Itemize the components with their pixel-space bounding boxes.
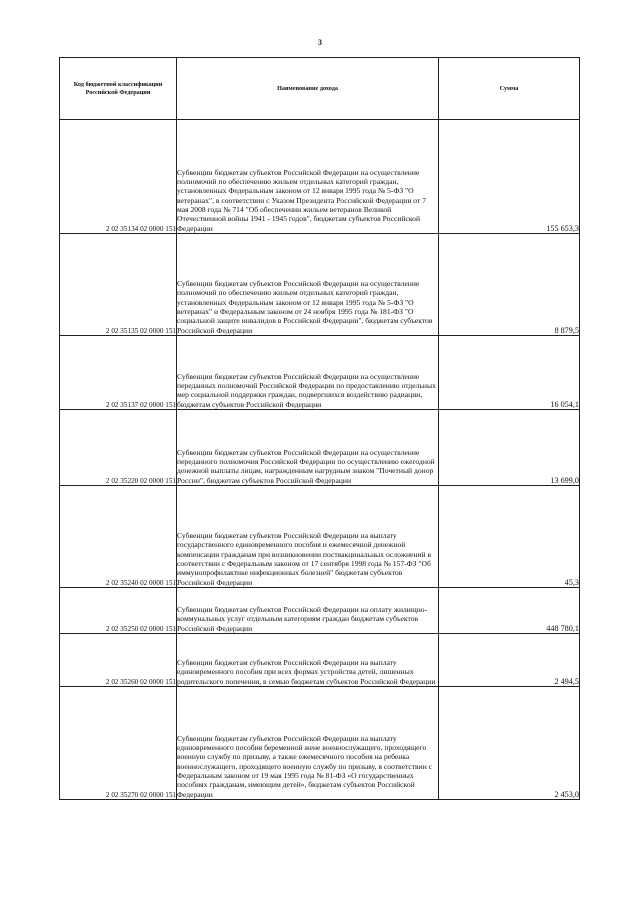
budget-code: 2 02 35220 02 0000 151 [60, 410, 177, 486]
table-row [60, 634, 580, 687]
table-row [60, 336, 580, 410]
table-row [60, 120, 580, 234]
income-sum: 2 453,0 [439, 687, 580, 800]
income-name: Субвенции бюджетам субъектов Российской Федерации на осуществление переданного полномочия Российской Федерации по осуществлению ежегодной денежной выплаты лицам, награжденным нагрудным знаком "Почетный донор России", бюджетам субъектов Российской Федерации [177, 410, 439, 486]
budget-code: 2 02 35270 02 0000 151 [60, 687, 177, 800]
header-cell-code [60, 58, 177, 120]
income-sum: 155 653,3 [439, 120, 580, 234]
table-row [60, 588, 580, 634]
income-sum: 16 054,1 [439, 336, 580, 410]
income-name: Субвенции бюджетам субъектов Российской Федерации на оплату жилищно-коммунальных услуг отдельным категориям граждан бюджетам субъектов Российской Федерации [177, 588, 439, 634]
table-header-row [60, 58, 580, 120]
income-sum: 2 494,5 [439, 634, 580, 687]
income-name: Субвенции бюджетам субъектов Российской Федерации на осуществление полномочий по обеспечению жильем отдельных категорий граждан, установленных Федеральным законом от 12 января 1995 года № 5-ФЗ "О ветеранах", в соответствии с Указом Президента Российской Федерации от 7 мая 2008 года № 714 "Об обеспечении жильем ветеранов Великой Отечественной войны 1941 - 1945 годов", бюджетам субъектов Российской Федерации [177, 120, 439, 234]
budget-code: 2 02 35240 02 0000 151 [60, 486, 177, 588]
table-row [60, 486, 580, 588]
table-row [60, 410, 580, 486]
budget-code: 2 02 35134 02 0000 151 [60, 120, 177, 234]
income-sum: 448 780,1 [439, 588, 580, 634]
header-sum: Сумма [499, 84, 519, 92]
income-name: Субвенции бюджетам субъектов Российской Федерации на выплату государственного единовременного пособия и ежемесячной денежной компенсации гражданам при возникновении поствакцинальных осложнений в соответствии с Федеральным законом от 17 сентября 1998 года № 157-ФЗ "Об иммунопрофилактике инфекционных болезней" бюджетам субъектов Российской Федерации [177, 486, 439, 588]
header-name: Наименование дохода [277, 84, 338, 92]
revenue-table [59, 57, 580, 800]
budget-code: 2 02 35260 02 0000 151 [60, 634, 177, 687]
budget-code: 2 02 35135 02 0000 151 [60, 234, 177, 336]
budget-code: 2 02 35137 02 0000 151 [60, 336, 177, 410]
income-name: Субвенции бюджетам субъектов Российской Федерации на осуществление полномочий по обеспечению жильем отдельных категорий граждан, установленных Федеральным законом от 12 января 1995 года № 5-ФЗ "О ветеранах" и Федеральным законом от 24 ноября 1995 года № 181-ФЗ "О социальной защите инвалидов в Российской Федерации", бюджетам субъектов Российской Федерации [177, 234, 439, 336]
table-row [60, 234, 580, 336]
income-sum: 8 879,5 [439, 234, 580, 336]
income-name: Субвенции бюджетам субъектов Российской Федерации на осуществление переданных полномочий Российской Федерации по предоставлению отдельных мер социальной поддержки граждан, подвергшихся воздействию радиации, бюджетам субъектов Российской Федерации [177, 336, 439, 410]
income-sum: 13 699,0 [439, 410, 580, 486]
budget-code: 2 02 35250 02 0000 151 [60, 588, 177, 634]
table-row [60, 687, 580, 800]
header-cell-name [177, 58, 439, 120]
income-name: Субвенции бюджетам субъектов Российской Федерации на выплату единовременного пособия при всех формах устройства детей, лишенных родительского попечения, в семью бюджетам субъектов Российской Федерации [177, 634, 439, 687]
page-number: 3 [318, 38, 322, 47]
income-sum: 45,3 [439, 486, 580, 588]
income-name: Субвенции бюджетам субъектов Российской Федерации на выплату единовременного пособия беременной жене военнослужащего, проходящего военную службу по призыву, а также ежемесячного пособия на ребенка военнослужащего, проходящего военную службу по призыву, в соответствии с Федеральным законом от 19 мая 1995 года № 81-ФЗ «О государственных пособиях гражданам, имеющим детей», бюджетам субъектов Российской Федерации [177, 687, 439, 800]
header-cell-sum [439, 58, 580, 120]
header-code: Код бюджетной классификации Российской Федерации [73, 80, 163, 96]
